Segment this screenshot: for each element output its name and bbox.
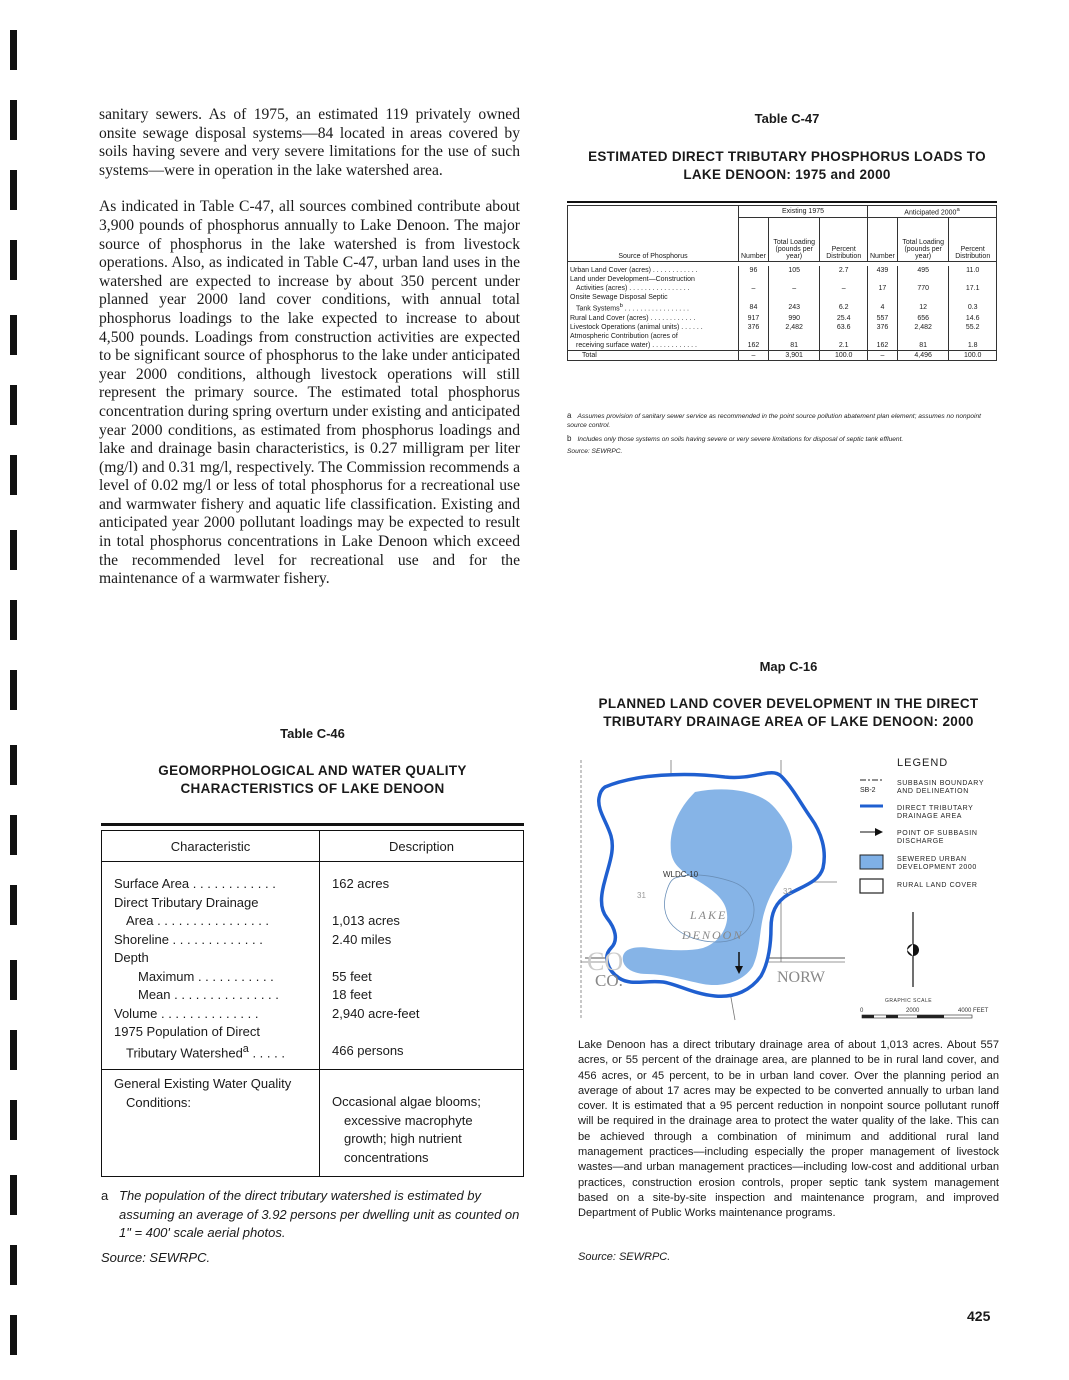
table-c46-title — [101, 762, 524, 798]
row-label: Conditions: — [126, 1094, 192, 1110]
binder-mark — [10, 1245, 17, 1285]
town-label: NORW — [777, 969, 825, 986]
leader-dots: . . . . . — [248, 1044, 285, 1060]
column-header: Number — [739, 218, 769, 262]
cell: 656 — [897, 314, 949, 323]
quality-description — [320, 1070, 524, 1177]
legend-label: DRAINAGE AREA — [897, 813, 962, 820]
source-cell: receiving surface water) . . . . . . . . . . . . — [568, 341, 739, 351]
row-label: Maximum . . . . . . . . . . . — [138, 968, 274, 984]
binder-mark — [10, 315, 17, 355]
row-value: 2.40 miles — [332, 931, 392, 947]
row-label: Surface Area . . . . . . . . . . . . — [114, 876, 276, 891]
legend-label: SEWERED URBAN — [897, 856, 967, 863]
cell: 100.0 — [949, 350, 997, 360]
footnote-text: The population of the direct tributary watershed is estimated by assuming an average of 3.92 persons per dwelling unit as counted on 1" = 400' scale aerial photos. — [119, 1188, 520, 1240]
cell: 495 — [897, 266, 949, 275]
column-header: Source of Phosphorus — [568, 206, 739, 262]
table-c47-source: Source: SEWRPC. — [567, 448, 623, 455]
cell: 376 — [867, 323, 897, 332]
table-c47-footnote-a: a Assumes provision of sanitary sewer service as recommended in the point source pollution abatement plan element; assumes no nonpoint source control. — [567, 411, 981, 429]
column-header: Number — [867, 218, 897, 262]
county-label: CO. — [595, 971, 623, 990]
cell: 14.6 — [949, 314, 997, 323]
table-row — [568, 293, 997, 302]
binder-mark — [10, 385, 17, 425]
row-value: concentrations — [344, 1149, 429, 1165]
binder-mark — [10, 1030, 17, 1070]
subbasin-label: WLDC-10 — [663, 870, 699, 879]
table-c46-number: Table C-46 — [280, 726, 345, 741]
table-row — [568, 323, 997, 332]
cell: 2,482 — [897, 323, 949, 332]
row-value: 18 feet — [332, 987, 372, 1002]
legend-label: AND DELINEATION — [897, 788, 969, 795]
scale-title: GRAPHIC SCALE — [885, 998, 933, 1004]
table-c47-footnote-b: b Includes only those systems on soils having severe or very severe limitations for disposal of septic tank effluent. — [567, 434, 904, 443]
quality-label — [102, 1070, 320, 1177]
cell: 917 — [739, 314, 769, 323]
source-cell: Rural Land Cover (acres) . . . . . . . . . . . . — [568, 314, 739, 323]
row-value: Occasional algae blooms; — [332, 1094, 481, 1109]
title-line: GEOMORPHOLOGICAL AND WATER QUALITY — [158, 763, 467, 778]
binder-mark — [10, 30, 17, 70]
row-value: 1,013 acres — [332, 913, 400, 928]
row-label: 1975 Population of Direct — [114, 1024, 260, 1039]
table-c47-title — [567, 148, 1007, 184]
footnote-marker: a — [956, 207, 960, 213]
source-cell: Total — [568, 350, 739, 360]
title-line: LAKE DENOON: 1975 and 2000 — [683, 167, 891, 182]
source-cell: Activities (acres) . . . . . . . . . . . . . . . . — [568, 284, 739, 293]
cell: 84 — [739, 302, 769, 313]
map-c16 — [575, 752, 1005, 1027]
map-c16-number: Map C-16 — [759, 659, 818, 674]
row-label-text: Tributary Watershed — [126, 1044, 243, 1060]
map-legend — [860, 757, 984, 893]
characteristic-column — [102, 862, 320, 1070]
binder-mark — [10, 745, 17, 785]
footnote-marker: b — [619, 303, 623, 310]
cell: 12 — [897, 302, 949, 313]
legend-symbol: SB-2 — [860, 787, 876, 794]
rural-land-swatch — [860, 879, 883, 893]
cell: – — [768, 284, 820, 293]
cell: 100.0 — [820, 350, 868, 360]
scale-label: 4000 FEET — [958, 1008, 989, 1014]
column-header: Percent Distribution — [820, 218, 868, 262]
row-label: Area . . . . . . . . . . . . . . . . — [126, 913, 270, 928]
legend-label: SUBBASIN BOUNDARY — [897, 780, 985, 787]
cell: 17 — [867, 284, 897, 293]
row-value: 466 persons — [332, 1042, 404, 1058]
total-row — [568, 350, 997, 360]
row-value: excessive macrophyte — [344, 1112, 473, 1128]
description-column — [320, 862, 524, 1070]
row-value — [332, 895, 511, 914]
graphic-scale — [860, 998, 989, 1018]
row-value: growth; high nutrient — [344, 1131, 462, 1146]
title-line: ESTIMATED DIRECT TRIBUTARY PHOSPHORUS LOADS TO — [588, 149, 986, 164]
cell: 96 — [739, 266, 769, 275]
cell: 4 — [867, 302, 897, 313]
cell: 6.2 — [820, 302, 868, 313]
cell: 162 — [867, 341, 897, 351]
table-row — [568, 275, 997, 284]
page-number: 425 — [967, 1308, 991, 1324]
row-value: 2,940 acre-feet — [332, 1005, 420, 1021]
row-label: Depth — [114, 950, 149, 965]
table-row — [568, 284, 997, 293]
map-c16-title — [578, 695, 999, 731]
binder-mark — [10, 600, 17, 640]
cell: 162 — [739, 341, 769, 351]
group-header: Existing 1975 — [739, 206, 868, 218]
cell: 2,482 — [768, 323, 820, 332]
cell: 55.2 — [949, 323, 997, 332]
paragraph: As indicated in Table C-47, all sources combined contribute about 3,900 pounds of phosphorus annually to Lake Denoon. The major source of phosphorus in the lake watershed is from livestock operations. Also, as indicated in Table C-47, urban land uses in the watershed are expected to increase by about 350 percent under planned year 2000 land cover conditions, with annual total phosphorus loadings to the lake expected to increase to about 4,500 pounds. Loadings from construction activities are expected to be significant source of phosphorus to the lake under anticipated year 2000 conditions, although livestock operations will still represent the primary source. The estimated total phosphorus concentration during spring overturn under existing and anticipated year 2000 conditions, as estimated from phosphorus loadings and lake and drainage basin characteristics, is 0.27 milligram per liter (mg/l) and 0.31 mg/l, respectively. The Commission recommends a level of 0.02 mg/l or less of total phosphorus for a recreational use and warmwater fishery and aquatic life classification. Existing and anticipated year 2000 pollutant loadings may be expected to result in total phosphorus concentrations in Lake Denoon which exceed the recommended level for recreational use and for the maintenance of a warmwater fishery. — [99, 198, 520, 588]
map-c16-source: Source: SEWRPC. — [578, 1251, 671, 1263]
section-number: 31 — [637, 891, 646, 900]
source-text: Tank Systems — [576, 305, 620, 313]
cell: 25.4 — [820, 314, 868, 323]
binder-mark — [10, 1175, 17, 1215]
cell: 557 — [867, 314, 897, 323]
cell: 2.7 — [820, 266, 868, 275]
footnote-marker: a — [101, 1188, 109, 1203]
title-line: TRIBUTARY DRAINAGE AREA OF LAKE DENOON: 2000 — [603, 714, 974, 729]
cell: 990 — [768, 314, 820, 323]
binder-mark — [10, 240, 17, 280]
binder-mark — [10, 530, 17, 570]
row-label: Mean . . . . . . . . . . . . . . . — [138, 987, 279, 1002]
source-cell: Atmospheric Contribution (acres of — [568, 332, 739, 341]
source-cell: Land under Development—Construction — [568, 275, 739, 284]
column-header: Total Loading (pounds per year) — [768, 218, 820, 262]
source-cell: Livestock Operations (animal units) . . . . . . — [568, 323, 739, 332]
sewered-urban-swatch — [860, 855, 883, 869]
row-label: General Existing Water Quality — [114, 1076, 292, 1091]
legend-label: DEVELOPMENT 2000 — [897, 864, 977, 871]
legend-label: DIRECT TRIBUTARY — [897, 805, 974, 812]
footnote-text: Assumes provision of sanitary sewer service as recommended in the point source pollution abatement plan element; assumes no nonpoint source control. — [567, 413, 981, 429]
footnote-marker: a — [242, 1042, 249, 1055]
cell: 3,901 — [768, 350, 820, 360]
binder-mark — [10, 100, 17, 140]
row-value: 55 feet — [332, 968, 372, 984]
legend-label: POINT OF SUBBASIN — [897, 830, 978, 837]
section-number: 32 — [783, 887, 792, 896]
cell: – — [739, 350, 769, 360]
group-header — [867, 206, 996, 218]
cell: 1.8 — [949, 341, 997, 351]
legend-label: RURAL LAND COVER — [897, 882, 978, 889]
binder-mark — [10, 960, 17, 1000]
table-c47-number: Table C-47 — [754, 111, 820, 126]
source-cell: Onsite Sewage Disposal Septic — [568, 293, 739, 302]
cell: – — [867, 350, 897, 360]
source-cell: Urban Land Cover (acres) . . . . . . . . . . . . — [568, 266, 739, 275]
group-header-text: Anticipated 2000 — [904, 209, 957, 217]
row-value — [332, 1024, 511, 1043]
county-label: CO — [587, 947, 624, 976]
cell: 63.6 — [820, 323, 868, 332]
row-label: Volume . . . . . . . . . . . . . . — [114, 1005, 259, 1021]
cell: 81 — [897, 341, 949, 351]
binder-mark — [10, 670, 17, 710]
discharge-point-icon — [860, 828, 883, 836]
cell: 0.3 — [949, 302, 997, 313]
cell: 376 — [739, 323, 769, 332]
leader-dots: . . . . . . . . . . . . . . . . . — [622, 305, 689, 313]
cell: – — [820, 284, 868, 293]
lake-label: DENOON — [682, 928, 744, 942]
cell: 243 — [768, 302, 820, 313]
table-row — [568, 266, 997, 275]
cell: 770 — [897, 284, 949, 293]
cell: 439 — [867, 266, 897, 275]
row-label — [114, 1043, 307, 1062]
table-c46-footnote — [101, 1187, 524, 1243]
column-header: Total Loading (pounds per year) — [897, 218, 949, 262]
row-label: Direct Tributary Drainage — [114, 894, 259, 910]
paragraph: sanitary sewers. As of 1975, an estimated 119 privately owned onsite sewage disposal systems—84 located in areas covered by soils having severe and very severe limitations for the use of such systems—were in operation in the lake watershed area. — [99, 106, 520, 179]
binder-mark — [10, 815, 17, 855]
binder-mark — [10, 1315, 17, 1355]
scale-label: 2000 — [906, 1008, 920, 1014]
row-value: 162 acres — [332, 876, 390, 891]
binder-mark — [10, 885, 17, 925]
binder-mark — [10, 1100, 17, 1140]
cell: – — [739, 284, 769, 293]
title-line: PLANNED LAND COVER DEVELOPMENT IN THE DIRECT — [598, 696, 979, 711]
cell: 2.1 — [820, 341, 868, 351]
row-value — [332, 950, 511, 969]
row-label: Shoreline . . . . . . . . . . . . . — [114, 931, 263, 947]
legend-label: DISCHARGE — [897, 838, 945, 845]
body-text — [99, 106, 520, 607]
scale-label: 0 — [860, 1008, 864, 1014]
title-line: CHARACTERISTICS OF LAKE DENOON — [180, 781, 445, 796]
column-header: Percent Distribution — [949, 218, 997, 262]
table-row — [568, 332, 997, 341]
table-c47-rule — [567, 201, 997, 203]
footnote-text: Includes only those systems on soils having severe or very severe limitations for disposal of septic tank effluent. — [577, 436, 904, 443]
table-row — [568, 302, 997, 313]
table-c47 — [567, 205, 997, 361]
column-header: Description — [320, 831, 524, 862]
table-c46-source: Source: SEWRPC. — [101, 1249, 211, 1265]
north-arrow-icon — [907, 912, 919, 987]
table-row — [568, 341, 997, 351]
cell: 17.1 — [949, 284, 997, 293]
column-header: Characteristic — [102, 831, 320, 862]
lake-label: LAKE — [690, 908, 728, 922]
table-c46 — [101, 823, 524, 1267]
table-row — [568, 314, 997, 323]
cell: 11.0 — [949, 266, 997, 275]
map-description: Lake Denoon has a direct tributary drainage area of about 1,013 acres. About 557 acres, or 55 percent of the drainage area, are planned to be in rural land cover, and 456 acres, or 45 percent, to be in urban land cover. Over the planning period an average of about 17 acres may be expected to be converted annually to urban land cover. It is estimated that a 95 percent reduction in nonpoint source pollutant runoff will be required in the drainage area to protect the water quality of the lake. This can be achieved through a combination of minimum and additional rural land management practices—including especially the proper management of livestock wastes—and urban management practices—including low-cost and additional urban practices, construction erosion controls, proper septic tank system management based on a site-by-site inspection and maintenance program, and improved Department of Public Works maintenance programs. — [578, 1039, 999, 1220]
source-cell — [568, 302, 739, 313]
legend-title: LEGEND — [897, 757, 949, 769]
binder-mark — [10, 455, 17, 495]
binder-mark — [10, 170, 17, 210]
cell: 105 — [768, 266, 820, 275]
cell: 4,496 — [897, 350, 949, 360]
cell: 81 — [768, 341, 820, 351]
